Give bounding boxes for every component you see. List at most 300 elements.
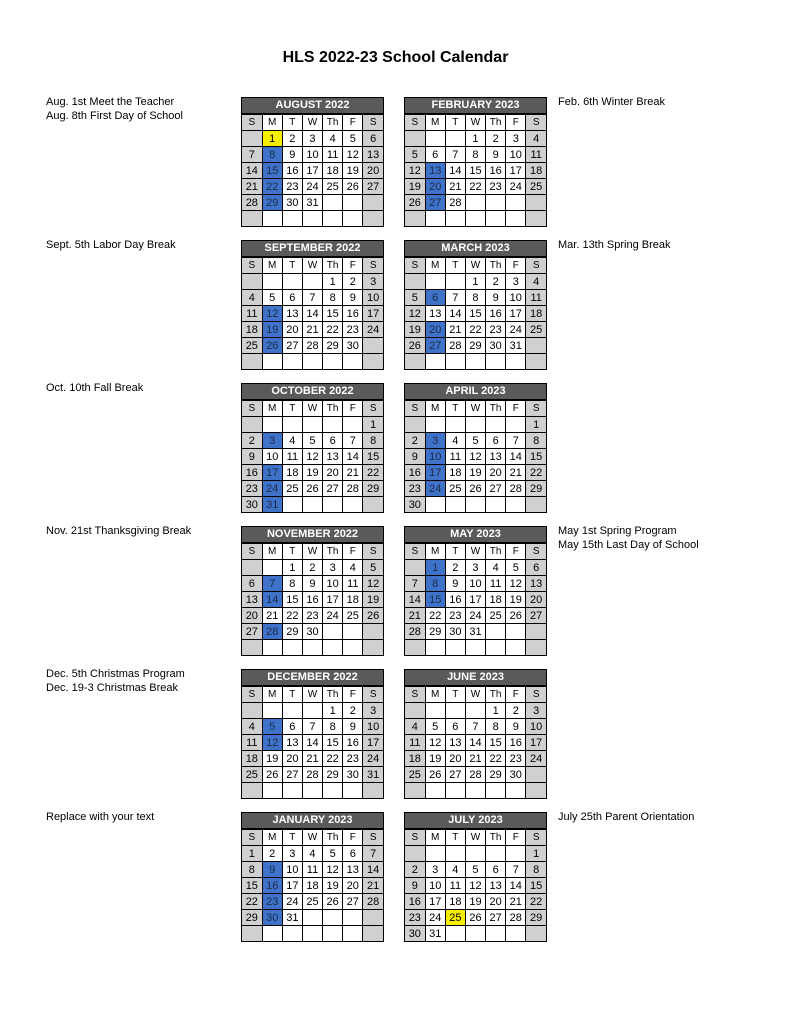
day-cell: 2 [343, 274, 363, 290]
weekday-header: M [425, 830, 445, 846]
empty-cell [445, 640, 465, 656]
month-title: NOVEMBER 2022 [242, 527, 383, 543]
day-cell: 22 [242, 894, 262, 910]
weekday-header: S [526, 258, 546, 274]
empty-cell [526, 338, 546, 354]
day-cell: 13 [445, 735, 465, 751]
empty-cell [323, 497, 343, 513]
day-cell: 19 [302, 465, 322, 481]
day-cell: 16 [242, 465, 262, 481]
day-cell: 22 [526, 894, 546, 910]
day-cell: 12 [465, 449, 485, 465]
weekday-header: S [526, 544, 546, 560]
day-cell: 27 [282, 338, 302, 354]
empty-cell [262, 211, 282, 227]
day-cell: 23 [262, 894, 282, 910]
event-note: Aug. 8th First Day of School [46, 110, 183, 122]
empty-cell [445, 211, 465, 227]
day-cell: 22 [486, 751, 506, 767]
day-cell: 29 [486, 767, 506, 783]
empty-cell [526, 497, 546, 513]
day-cell: 4 [343, 560, 363, 576]
day-cell: 23 [343, 751, 363, 767]
day-cell: 14 [445, 306, 465, 322]
day-cell: 7 [465, 719, 485, 735]
day-cell: 17 [363, 306, 383, 322]
empty-cell [262, 274, 282, 290]
weekday-header: Th [323, 258, 343, 274]
day-cell: 16 [343, 735, 363, 751]
month-title: AUGUST 2022 [242, 98, 383, 114]
empty-cell [486, 211, 506, 227]
empty-cell [405, 846, 425, 862]
day-cell: 10 [282, 862, 302, 878]
day-cell: 15 [465, 163, 485, 179]
empty-cell [282, 211, 302, 227]
empty-cell [242, 783, 262, 799]
day-cell: 14 [262, 592, 282, 608]
empty-cell [302, 354, 322, 370]
empty-cell [242, 417, 262, 433]
month-calendar [404, 383, 547, 513]
day-cell: 11 [242, 735, 262, 751]
day-cell: 7 [445, 290, 465, 306]
empty-cell [425, 640, 445, 656]
day-cell: 12 [506, 576, 526, 592]
empty-cell [465, 354, 485, 370]
day-cell: 30 [343, 338, 363, 354]
day-cell: 27 [363, 179, 383, 195]
empty-cell [486, 195, 506, 211]
day-cell: 2 [282, 131, 302, 147]
day-cell: 6 [282, 290, 302, 306]
day-cell: 25 [242, 767, 262, 783]
empty-cell [262, 926, 282, 942]
day-cell: 20 [242, 608, 262, 624]
day-cell: 31 [506, 338, 526, 354]
empty-cell [405, 131, 425, 147]
empty-cell [465, 417, 485, 433]
day-cell: 4 [526, 274, 546, 290]
empty-cell [506, 926, 526, 942]
empty-cell [425, 846, 445, 862]
empty-cell [425, 354, 445, 370]
weekday-header: Th [486, 544, 506, 560]
empty-cell [262, 640, 282, 656]
day-cell: 23 [486, 179, 506, 195]
day-cell: 25 [526, 179, 546, 195]
day-cell: 2 [486, 274, 506, 290]
day-cell: 6 [425, 290, 445, 306]
day-cell: 30 [262, 910, 282, 926]
day-cell: 3 [425, 433, 445, 449]
weekday-header: W [302, 115, 322, 131]
day-cell: 12 [425, 735, 445, 751]
day-cell: 2 [405, 862, 425, 878]
day-cell: 15 [425, 592, 445, 608]
weekday-header: S [405, 115, 425, 131]
month-title: APRIL 2023 [405, 384, 546, 400]
month-calendar [241, 669, 384, 799]
day-cell: 14 [242, 163, 262, 179]
day-cell: 28 [405, 624, 425, 640]
day-cell: 31 [425, 926, 445, 942]
day-cell: 4 [445, 433, 465, 449]
weekday-header: F [343, 830, 363, 846]
weekday-header: S [405, 830, 425, 846]
day-cell: 30 [506, 767, 526, 783]
day-cell: 25 [242, 338, 262, 354]
empty-cell [323, 640, 343, 656]
day-cell: 31 [363, 767, 383, 783]
day-cell: 24 [363, 751, 383, 767]
empty-cell [343, 640, 363, 656]
weekday-header: M [425, 687, 445, 703]
day-cell: 17 [425, 894, 445, 910]
day-cell: 1 [465, 274, 485, 290]
day-cell: 3 [526, 703, 546, 719]
day-cell: 22 [465, 322, 485, 338]
day-cell: 12 [405, 306, 425, 322]
day-cell: 9 [282, 147, 302, 163]
empty-cell [506, 846, 526, 862]
day-cell: 1 [242, 846, 262, 862]
weekday-header: S [363, 258, 383, 274]
day-cell: 28 [506, 910, 526, 926]
weekday-header: F [343, 115, 363, 131]
day-cell: 23 [486, 322, 506, 338]
day-cell: 24 [262, 481, 282, 497]
weekday-header: W [465, 401, 485, 417]
day-cell: 26 [465, 481, 485, 497]
event-note: Sept. 5th Labor Day Break [46, 239, 176, 251]
day-cell: 13 [242, 592, 262, 608]
day-cell: 31 [465, 624, 485, 640]
day-cell: 3 [363, 274, 383, 290]
day-cell: 1 [282, 560, 302, 576]
month-calendar [241, 383, 384, 513]
month-calendar [241, 812, 384, 942]
day-cell: 1 [262, 131, 282, 147]
empty-cell [282, 640, 302, 656]
day-cell: 27 [425, 195, 445, 211]
day-cell: 25 [282, 481, 302, 497]
day-cell: 21 [262, 608, 282, 624]
day-cell: 8 [363, 433, 383, 449]
day-cell: 27 [323, 481, 343, 497]
day-cell: 21 [242, 179, 262, 195]
weekday-header: S [526, 401, 546, 417]
day-cell: 29 [425, 624, 445, 640]
empty-cell [343, 783, 363, 799]
day-cell: 14 [506, 878, 526, 894]
day-cell: 17 [282, 878, 302, 894]
month-title: MARCH 2023 [405, 241, 546, 257]
weekday-header: Th [323, 830, 343, 846]
day-cell: 30 [242, 497, 262, 513]
day-cell: 22 [425, 608, 445, 624]
weekday-header: S [242, 401, 262, 417]
weekday-header: S [405, 544, 425, 560]
day-cell: 18 [282, 465, 302, 481]
empty-cell [506, 624, 526, 640]
day-cell: 10 [363, 290, 383, 306]
weekday-header: M [262, 401, 282, 417]
day-cell: 5 [343, 131, 363, 147]
day-cell: 8 [526, 433, 546, 449]
day-cell: 10 [425, 449, 445, 465]
day-cell: 8 [323, 719, 343, 735]
day-cell: 29 [465, 338, 485, 354]
empty-cell [343, 497, 363, 513]
day-cell: 11 [526, 290, 546, 306]
day-cell: 26 [302, 481, 322, 497]
empty-cell [343, 910, 363, 926]
day-cell: 19 [465, 894, 485, 910]
day-cell: 27 [445, 767, 465, 783]
day-cell: 8 [425, 576, 445, 592]
empty-cell [323, 211, 343, 227]
day-cell: 25 [323, 179, 343, 195]
empty-cell [242, 354, 262, 370]
day-cell: 13 [486, 878, 506, 894]
day-cell: 30 [445, 624, 465, 640]
weekday-header: M [425, 115, 445, 131]
day-cell: 19 [323, 878, 343, 894]
day-cell: 7 [343, 433, 363, 449]
weekday-header: T [445, 687, 465, 703]
weekday-header: T [282, 258, 302, 274]
empty-cell [405, 703, 425, 719]
day-cell: 14 [405, 592, 425, 608]
day-cell: 27 [486, 910, 506, 926]
day-cell: 24 [526, 751, 546, 767]
empty-cell [363, 926, 383, 942]
weekday-header: W [465, 544, 485, 560]
event-note: Aug. 1st Meet the Teacher [46, 96, 175, 108]
day-cell: 2 [445, 560, 465, 576]
empty-cell [425, 497, 445, 513]
empty-cell [363, 338, 383, 354]
weekday-header: W [465, 830, 485, 846]
day-cell: 10 [526, 719, 546, 735]
day-cell: 26 [405, 338, 425, 354]
day-cell: 20 [526, 592, 546, 608]
day-cell: 23 [343, 322, 363, 338]
month-calendar [241, 240, 384, 370]
weekday-header: F [506, 830, 526, 846]
empty-cell [445, 417, 465, 433]
weekday-header: T [282, 401, 302, 417]
event-note: Mar. 13th Spring Break [558, 239, 671, 251]
empty-cell [526, 354, 546, 370]
day-cell: 15 [323, 306, 343, 322]
day-cell: 17 [526, 735, 546, 751]
day-cell: 7 [445, 147, 465, 163]
weekday-header: T [445, 544, 465, 560]
day-cell: 12 [323, 862, 343, 878]
day-cell: 3 [262, 433, 282, 449]
day-cell: 8 [323, 290, 343, 306]
day-cell: 4 [405, 719, 425, 735]
day-cell: 19 [363, 592, 383, 608]
empty-cell [242, 640, 262, 656]
day-cell: 2 [343, 703, 363, 719]
day-cell: 3 [506, 274, 526, 290]
weekday-header: S [363, 115, 383, 131]
day-cell: 4 [242, 290, 262, 306]
empty-cell [405, 783, 425, 799]
day-cell: 18 [405, 751, 425, 767]
day-cell: 13 [526, 576, 546, 592]
empty-cell [302, 417, 322, 433]
day-cell: 31 [262, 497, 282, 513]
day-cell: 31 [302, 195, 322, 211]
month-title: JULY 2023 [405, 813, 546, 829]
empty-cell [506, 195, 526, 211]
day-cell: 28 [445, 338, 465, 354]
weekday-header: M [262, 258, 282, 274]
day-cell: 1 [425, 560, 445, 576]
weekday-header: Th [323, 544, 343, 560]
day-cell: 21 [465, 751, 485, 767]
day-cell: 1 [323, 703, 343, 719]
empty-cell [425, 703, 445, 719]
day-cell: 22 [526, 465, 546, 481]
day-cell: 20 [486, 465, 506, 481]
empty-cell [465, 703, 485, 719]
day-cell: 18 [343, 592, 363, 608]
day-cell: 23 [302, 608, 322, 624]
day-cell: 1 [486, 703, 506, 719]
day-cell: 20 [486, 894, 506, 910]
day-cell: 19 [405, 322, 425, 338]
day-cell: 16 [506, 735, 526, 751]
weekday-header: W [302, 258, 322, 274]
day-cell: 30 [302, 624, 322, 640]
day-cell: 24 [425, 481, 445, 497]
empty-cell [282, 926, 302, 942]
empty-cell [465, 211, 485, 227]
empty-cell [486, 846, 506, 862]
weekday-header: S [526, 115, 546, 131]
day-cell: 18 [242, 751, 262, 767]
empty-cell [262, 354, 282, 370]
day-cell: 14 [363, 862, 383, 878]
day-cell: 20 [343, 878, 363, 894]
day-cell: 16 [262, 878, 282, 894]
day-cell: 24 [323, 608, 343, 624]
day-cell: 6 [526, 560, 546, 576]
day-cell: 7 [363, 846, 383, 862]
weekday-header: W [465, 258, 485, 274]
empty-cell [343, 354, 363, 370]
weekday-header: Th [486, 687, 506, 703]
day-cell: 17 [425, 465, 445, 481]
day-cell: 9 [506, 719, 526, 735]
day-cell: 20 [445, 751, 465, 767]
day-cell: 9 [242, 449, 262, 465]
day-cell: 13 [425, 163, 445, 179]
day-cell: 9 [405, 449, 425, 465]
empty-cell [486, 640, 506, 656]
day-cell: 10 [425, 878, 445, 894]
event-note: Nov. 21st Thanksgiving Break [46, 525, 192, 537]
day-cell: 21 [302, 322, 322, 338]
day-cell: 29 [526, 481, 546, 497]
day-cell: 22 [363, 465, 383, 481]
empty-cell [363, 783, 383, 799]
empty-cell [465, 846, 485, 862]
weekday-header: T [282, 115, 302, 131]
weekday-header: W [465, 115, 485, 131]
day-cell: 9 [262, 862, 282, 878]
empty-cell [506, 354, 526, 370]
day-cell: 27 [486, 481, 506, 497]
empty-cell [302, 926, 322, 942]
day-cell: 3 [425, 862, 445, 878]
event-note: Oct. 10th Fall Break [46, 382, 144, 394]
empty-cell [506, 211, 526, 227]
day-cell: 27 [242, 624, 262, 640]
day-cell: 28 [242, 195, 262, 211]
empty-cell [343, 417, 363, 433]
day-cell: 12 [343, 147, 363, 163]
weekday-header: T [445, 401, 465, 417]
empty-cell [486, 417, 506, 433]
page-title: HLS 2022-23 School Calendar [282, 49, 509, 66]
weekday-header: W [302, 687, 322, 703]
day-cell: 15 [242, 878, 262, 894]
day-cell: 5 [425, 719, 445, 735]
empty-cell [302, 910, 322, 926]
day-cell: 18 [486, 592, 506, 608]
day-cell: 26 [465, 910, 485, 926]
weekday-header: F [506, 687, 526, 703]
day-cell: 4 [242, 719, 262, 735]
empty-cell [425, 417, 445, 433]
weekday-header: T [445, 830, 465, 846]
day-cell: 29 [262, 195, 282, 211]
month-calendar [404, 812, 547, 942]
day-cell: 15 [363, 449, 383, 465]
day-cell: 19 [343, 163, 363, 179]
empty-cell [506, 640, 526, 656]
day-cell: 7 [405, 576, 425, 592]
day-cell: 29 [323, 338, 343, 354]
empty-cell [302, 211, 322, 227]
day-cell: 16 [302, 592, 322, 608]
weekday-header: M [262, 115, 282, 131]
weekday-header: S [242, 544, 262, 560]
day-cell: 11 [526, 147, 546, 163]
empty-cell [302, 640, 322, 656]
weekday-header: T [282, 830, 302, 846]
empty-cell [405, 640, 425, 656]
weekday-header: S [405, 687, 425, 703]
day-cell: 24 [506, 179, 526, 195]
day-cell: 21 [343, 465, 363, 481]
day-cell: 15 [526, 449, 546, 465]
month-calendar [241, 97, 384, 227]
day-cell: 3 [323, 560, 343, 576]
empty-cell [262, 703, 282, 719]
day-cell: 16 [486, 306, 506, 322]
day-cell: 30 [405, 926, 425, 942]
empty-cell [465, 640, 485, 656]
weekday-header: F [506, 115, 526, 131]
empty-cell [465, 783, 485, 799]
